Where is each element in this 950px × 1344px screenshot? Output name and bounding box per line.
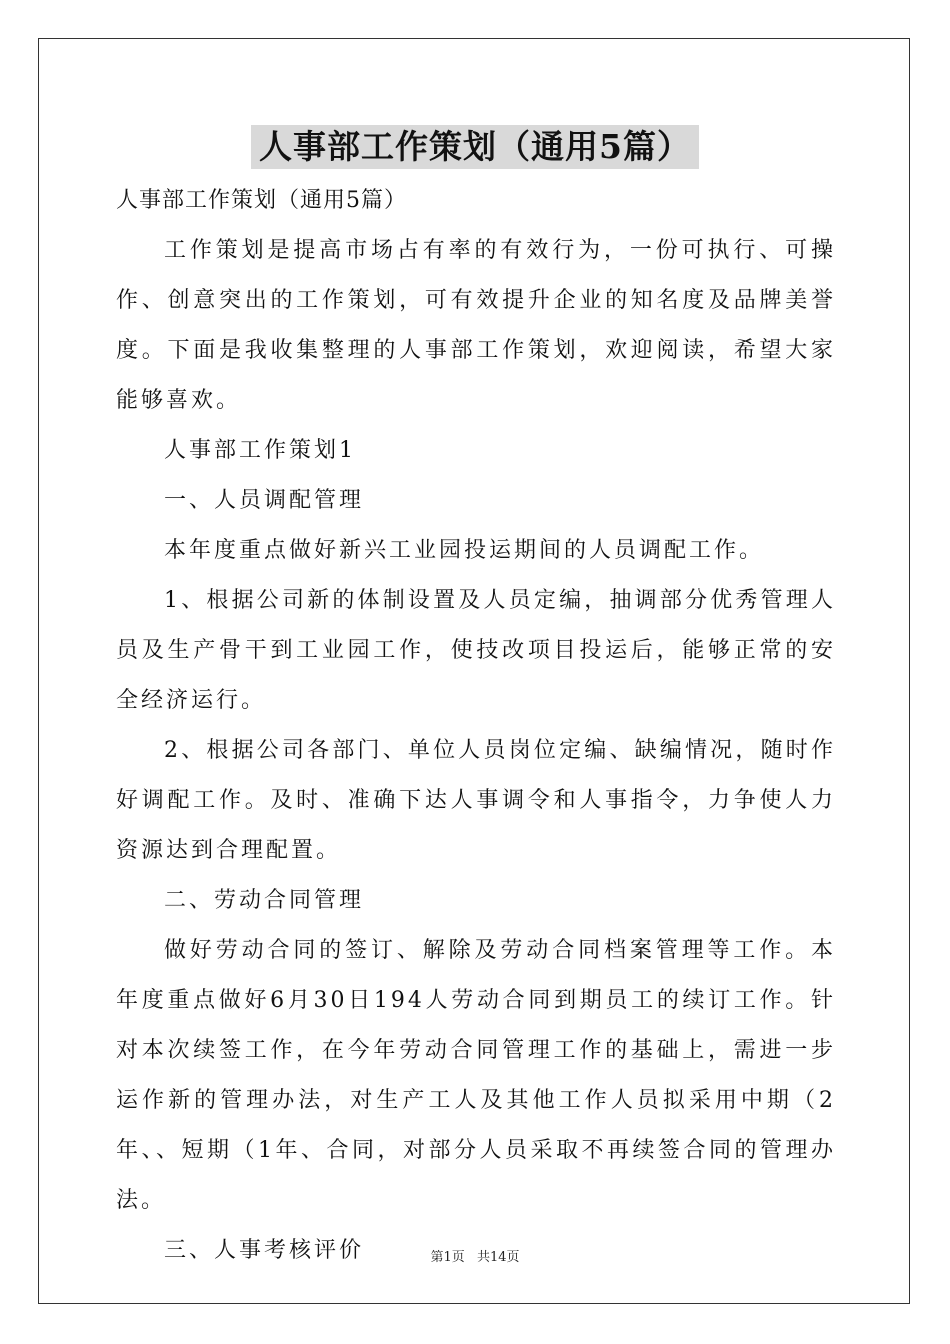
title-container — [0, 125, 950, 169]
paragraph-intro: 工作策划是提高市场占有率的有效行为，一份可执行、可操作、创意突出的工作策划，可有效提升企业的知名度及品牌美誉度。下面是我收集整理的人事部工作策划，欢迎阅读，希望大家能够喜欢。 — [116, 238, 836, 413]
document-title: 人事部工作策划（通用5篇） — [251, 125, 699, 169]
page-total: 共14页 — [476, 1250, 520, 1265]
section-heading-staffing: 一、人员调配管理 — [164, 488, 365, 513]
section-heading-contracts: 二、劳动合同管理 — [164, 888, 365, 913]
paragraph-contracts: 做好劳动合同的签订、解除及劳动合同档案管理等工作。本年度重点做好6月30日194人劳动合同到期员工的续订工作。针对本次续签工作，在今年劳动合同管理工作的基础上，需进一步运作新的管理办法，对生产工人及其他工作人员拟采用中期（2年、、短期（1年、合同，对部分人员采取不再续签合同的管理办法。 — [116, 938, 836, 1213]
document-body — [116, 226, 836, 1276]
section-heading-evaluation: 三、人事考核评价 — [164, 1238, 365, 1263]
paragraph-staffing-item-2: 2、根据公司各部门、单位人员岗位定编、缺编情况，随时作好调配工作。及时、准确下达人事调令和人事指令，力争使人力资源达到合理配置。 — [116, 738, 836, 863]
section-heading-plan-1: 人事部工作策划1 — [164, 438, 356, 463]
page-footer — [0, 1246, 950, 1265]
paragraph-staffing-item-1: 1、根据公司新的体制设置及人员定编，抽调部分优秀管理人员及生产骨干到工业园工作，使技改项目投运后，能够正常的安全经济运行。 — [116, 588, 836, 713]
document-subtitle: 人事部工作策划（通用5篇） — [116, 188, 407, 213]
paragraph-staffing-focus: 本年度重点做好新兴工业园投运期间的人员调配工作。 — [164, 538, 765, 563]
page-number: 第1页 — [430, 1250, 465, 1265]
